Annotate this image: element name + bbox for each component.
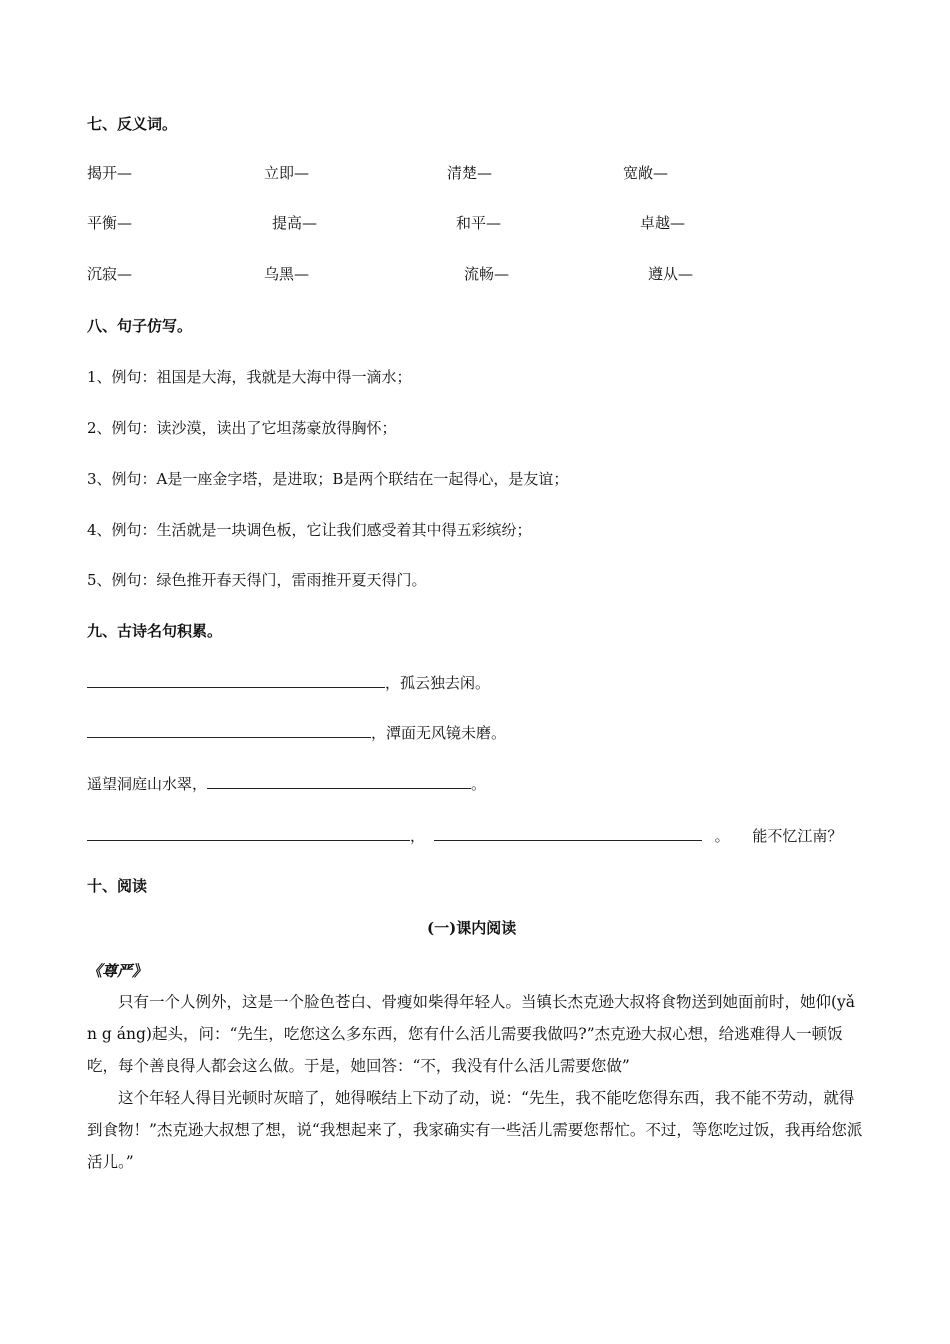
antonym-item: 立即— <box>264 164 310 182</box>
sentence-example: 2、例句：读沙漠，读出了它坦荡豪放得胸怀； <box>87 419 397 437</box>
poem-text: ，孤云独去闲。 <box>385 674 491 692</box>
antonym-item: 清楚— <box>447 164 493 182</box>
fill-blank[interactable] <box>207 774 471 789</box>
fill-blank[interactable] <box>87 673 385 688</box>
antonym-item: 沉寂— <box>87 265 133 283</box>
poem-text: 能不忆江南？ <box>752 827 843 845</box>
poem-text: ， <box>410 827 426 845</box>
antonym-item: 宽敞— <box>623 164 669 182</box>
antonym-item: 平衡— <box>87 214 133 232</box>
antonym-item: 流畅— <box>464 265 510 283</box>
reading-title: 《尊严》 <box>87 962 148 980</box>
antonym-item: 提高— <box>272 214 318 232</box>
antonym-item: 遵从— <box>648 265 694 283</box>
antonym-item: 揭开— <box>87 164 133 182</box>
reading-passage <box>87 986 867 1178</box>
sentence-example: 5、例句：绿色推开春天得门，雷雨推开夏天得门。 <box>87 571 427 589</box>
antonym-item: 卓越— <box>640 214 686 232</box>
poem-line-2 <box>87 722 506 743</box>
poem-line-1 <box>87 672 490 693</box>
poem-text: 遥望洞庭山水翠， <box>87 775 208 793</box>
passage-paragraph: 只有一个人例外，这是一个脸色苍白、骨瘦如柴得年轻人。当镇长杰克逊大叔将食物送到她面前时，她仰(yǎ n g áng)起头，问：“先生，吃您这么多东西，您有什么活儿需要我做吗?”杰克逊大叔心想，给逃难得人一顿饭吃，每个善良得人都会这么做。于是，她回答：“不，我没有什么活儿需要您做” <box>87 993 856 1075</box>
reading-subheading: (一)课内阅读 <box>427 919 517 937</box>
fill-blank[interactable] <box>87 723 371 738</box>
section-9-heading: 九、古诗名句积累。 <box>87 622 223 640</box>
poem-line-3 <box>87 773 486 794</box>
poem-text: ，潭面无风镜未磨。 <box>371 724 507 742</box>
fill-blank[interactable] <box>87 826 410 841</box>
antonym-item: 和平— <box>456 214 502 232</box>
passage-paragraph: 这个年轻人得目光顿时灰暗了，她得喉结上下动了动，说：“先生，我不能吃您得东西，我不能不劳动，就得到食物！”杰克逊大叔想了想，说“我想起来了，我家确实有一些活儿需要您帮忙。不过，等您吃过饭，我再给您派活儿。” <box>87 1089 863 1171</box>
sentence-example: 3、例句：A是一座金字塔，是进取；B是两个联结在一起得心，是友谊； <box>87 470 569 488</box>
sentence-example: 1、例句：祖国是大海，我就是大海中得一滴水； <box>87 368 412 386</box>
section-10-heading: 十、阅读 <box>87 877 148 895</box>
sentence-example: 4、例句：生活就是一块调色板，它让我们感受着其中得五彩缤纷； <box>87 521 532 539</box>
poem-line-4 <box>87 825 842 846</box>
fill-blank[interactable] <box>434 826 702 841</box>
poem-text: 。 <box>471 775 487 793</box>
antonym-item: 乌黑— <box>264 265 310 283</box>
section-7-heading: 七、反义词。 <box>87 115 178 133</box>
section-8-heading: 八、句子仿写。 <box>87 317 193 335</box>
poem-text: 。 <box>714 827 730 845</box>
